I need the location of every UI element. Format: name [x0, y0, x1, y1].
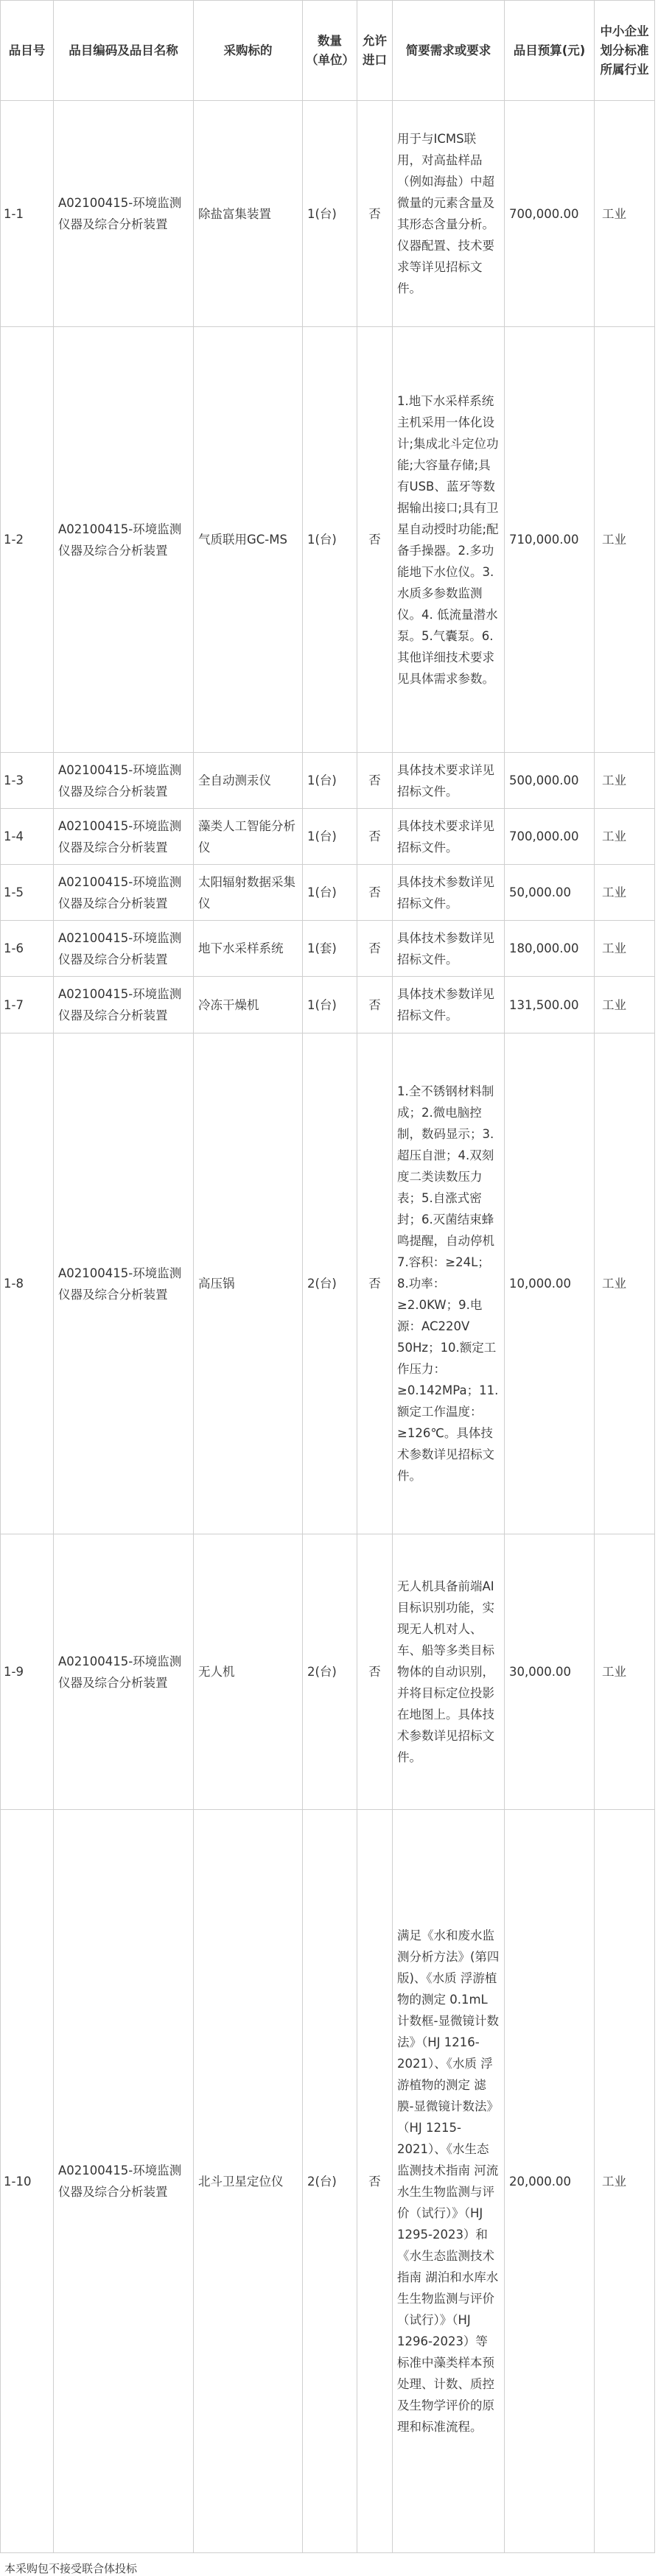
item-qty: 1(台)	[303, 865, 357, 921]
item-no: 1-2	[1, 327, 54, 753]
item-budget: 10,000.00	[505, 1033, 595, 1534]
item-requirements: 具体技术要求详见招标文件。	[393, 809, 505, 865]
item-qty: 2(台)	[303, 1810, 357, 2553]
item-import: 否	[357, 977, 393, 1033]
item-name: 全自动测汞仪	[194, 753, 303, 809]
item-no: 1-10	[1, 1810, 54, 2553]
item-name: 北斗卫星定位仪	[194, 1810, 303, 2553]
item-requirements: 具体技术参数详见招标文件。	[393, 921, 505, 977]
table-row	[1, 1033, 655, 1534]
item-no: 1-6	[1, 921, 54, 977]
item-budget: 500,000.00	[505, 753, 595, 809]
item-qty: 1(套)	[303, 921, 357, 977]
item-qty: 2(台)	[303, 1033, 357, 1534]
table-row	[1, 921, 655, 977]
item-industry: 工业	[595, 865, 655, 921]
item-qty: 1(台)	[303, 753, 357, 809]
item-name: 气质联用GC-MS	[194, 327, 303, 753]
item-name: 藻类人工智能分析仪	[194, 809, 303, 865]
item-requirements: 具体技术参数详见招标文件。	[393, 865, 505, 921]
item-budget: 700,000.00	[505, 809, 595, 865]
item-name: 地下水采样系统	[194, 921, 303, 977]
item-qty: 1(台)	[303, 809, 357, 865]
item-no: 1-8	[1, 1033, 54, 1534]
item-budget: 50,000.00	[505, 865, 595, 921]
item-no: 1-1	[1, 101, 54, 327]
table-row	[1, 865, 655, 921]
item-industry: 工业	[595, 101, 655, 327]
item-budget: 20,000.00	[505, 1810, 595, 2553]
item-code: A02100415-环境监测仪器及综合分析装置	[54, 977, 194, 1033]
item-code: A02100415-环境监测仪器及综合分析装置	[54, 1534, 194, 1810]
item-industry: 工业	[595, 1534, 655, 1810]
header-budget: 品目预算(元)	[505, 1, 595, 101]
table-row	[1, 809, 655, 865]
item-import: 否	[357, 865, 393, 921]
item-code: A02100415-环境监测仪器及综合分析装置	[54, 101, 194, 327]
item-industry: 工业	[595, 753, 655, 809]
item-industry: 工业	[595, 977, 655, 1033]
item-industry: 工业	[595, 1033, 655, 1534]
item-import: 否	[357, 1810, 393, 2553]
item-import: 否	[357, 327, 393, 753]
item-budget: 700,000.00	[505, 101, 595, 327]
item-industry: 工业	[595, 1810, 655, 2553]
item-qty: 1(台)	[303, 327, 357, 753]
table-row	[1, 977, 655, 1033]
table-row	[1, 327, 655, 753]
item-name: 除盐富集装置	[194, 101, 303, 327]
header-qty: 数量（单位）	[303, 1, 357, 101]
item-requirements: 1.全不锈钢材料制成；2.微电脑控制，数码显示；3.超压自泄；4.双刻度二类读数压力表；5.自涨式密封；6.灭菌结束蜂鸣提醒，自动停机 7.容积：≥24L；8.功率：≥2.0KW；9.电源：AC220V 50Hz；10.额定工作压力：≥0.142MPa；11.额定工作温度：≥126℃。具体技术参数详见招标文件。	[393, 1033, 505, 1534]
table-row	[1, 1810, 655, 2553]
header-requirements: 简要需求或要求	[393, 1, 505, 101]
table-header-row	[1, 1, 655, 101]
item-qty: 1(台)	[303, 101, 357, 327]
table-row	[1, 101, 655, 327]
item-no: 1-4	[1, 809, 54, 865]
item-no: 1-9	[1, 1534, 54, 1810]
item-requirements: 具体技术要求详见招标文件。	[393, 753, 505, 809]
item-requirements: 满足《水和废水监测分析方法》(第四版)、《水质 浮游植物的测定 0.1mL计数框-显微镜计数法》（HJ 1216-2021）、《水质 浮游植物的测定 滤膜-显微镜计数法》（HJ 1215-2021）、《水生态监测技术指南 河流水生生物监测与评价（试行）》（HJ 1295-2023）和《水生态监测技术指南 湖泊和水库水生生物监测与评价（试行）》（HJ 1296-2023）等标准中藻类样本预处理、计数、质控及生物学评价的原理和标准流程。	[393, 1810, 505, 2553]
item-budget: 30,000.00	[505, 1534, 595, 1810]
item-budget: 131,500.00	[505, 977, 595, 1033]
header-import: 允许进口	[357, 1, 393, 101]
item-industry: 工业	[595, 921, 655, 977]
item-name: 高压锅	[194, 1033, 303, 1534]
item-requirements: 1.地下水采样系统主机采用一体化设计;集成北斗定位功能;大容量存储;具有USB、蓝牙等数据输出接口;具有卫星自动授时功能;配备手操器。2.多功能地下水位仪。3.水质多参数监测仪。4. 低流量潜水泵。5.气囊泵。6.其他详细技术要求见具体需求参数。	[393, 327, 505, 753]
item-name: 无人机	[194, 1534, 303, 1810]
item-no: 1-3	[1, 753, 54, 809]
item-name: 冷冻干燥机	[194, 977, 303, 1033]
item-no: 1-5	[1, 865, 54, 921]
item-import: 否	[357, 1033, 393, 1534]
item-no: 1-7	[1, 977, 54, 1033]
item-code: A02100415-环境监测仪器及综合分析装置	[54, 1033, 194, 1534]
item-import: 否	[357, 101, 393, 327]
item-import: 否	[357, 809, 393, 865]
item-requirements: 具体技术参数详见招标文件。	[393, 977, 505, 1033]
table-row	[1, 753, 655, 809]
header-industry: 中小企业划分标准所属行业	[595, 1, 655, 101]
header-code-name: 品目编码及品目名称	[54, 1, 194, 101]
item-import: 否	[357, 921, 393, 977]
item-import: 否	[357, 753, 393, 809]
item-code: A02100415-环境监测仪器及综合分析装置	[54, 865, 194, 921]
item-industry: 工业	[595, 327, 655, 753]
item-qty: 2(台)	[303, 1534, 357, 1810]
item-budget: 710,000.00	[505, 327, 595, 753]
item-code: A02100415-环境监测仪器及综合分析装置	[54, 753, 194, 809]
item-import: 否	[357, 1534, 393, 1810]
item-name: 太阳辐射数据采集仪	[194, 865, 303, 921]
header-target: 采购标的	[194, 1, 303, 101]
item-requirements: 用于与ICMS联用，对高盐样品（例如海盐）中超微量的元素含量及其形态含量分析。仪器配置、技术要求等详见招标文件。	[393, 101, 505, 327]
footnote: 本采购包不接受联合体投标	[4, 2562, 138, 2575]
item-code: A02100415-环境监测仪器及综合分析装置	[54, 809, 194, 865]
item-code: A02100415-环境监测仪器及综合分析装置	[54, 921, 194, 977]
item-code: A02100415-环境监测仪器及综合分析装置	[54, 327, 194, 753]
table-row	[1, 1534, 655, 1810]
item-qty: 1(台)	[303, 977, 357, 1033]
item-code: A02100415-环境监测仪器及综合分析装置	[54, 1810, 194, 2553]
item-requirements: 无人机具备前端AI目标识别功能，实现无人机对人、车、船等多类目标物体的自动识别，并将目标定位投影在地图上。具体技术参数详见招标文件。	[393, 1534, 505, 1810]
item-budget: 180,000.00	[505, 921, 595, 977]
header-item-no: 品目号	[1, 1, 54, 101]
item-industry: 工业	[595, 809, 655, 865]
